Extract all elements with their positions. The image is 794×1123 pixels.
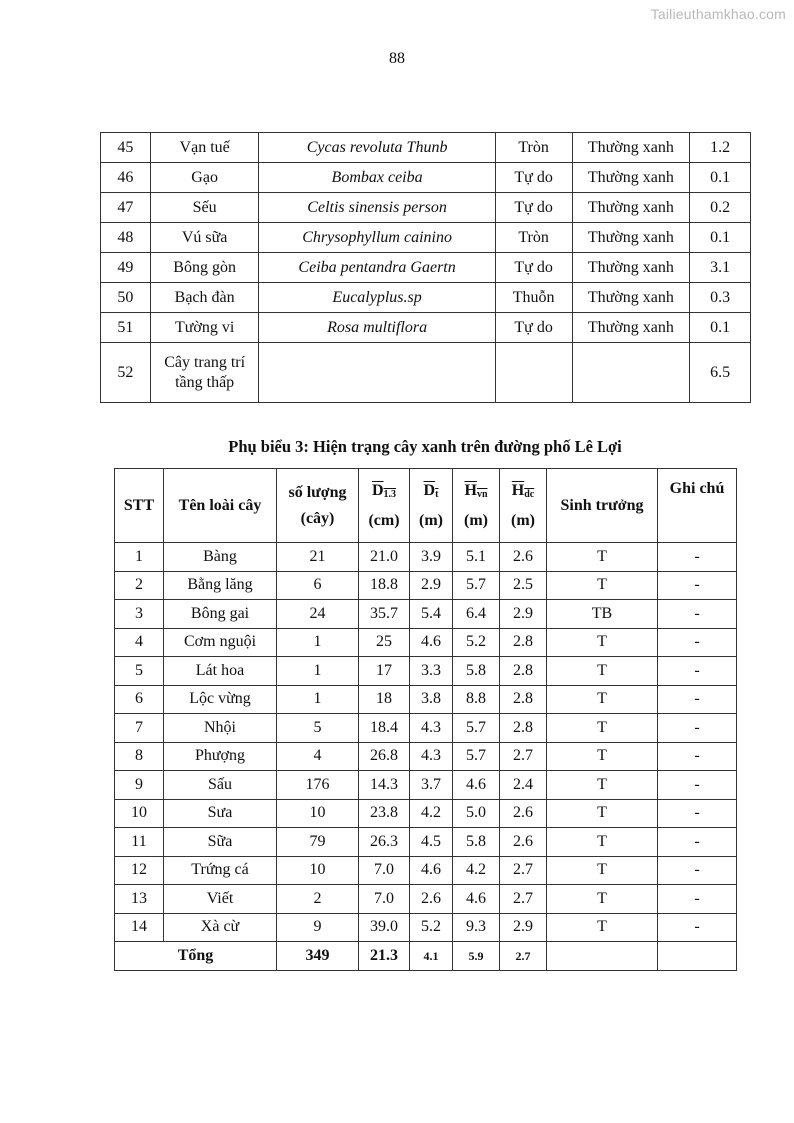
header-d13-sub: 1.3: [383, 488, 397, 500]
table-row: [115, 828, 737, 857]
header-dt-symbol: $D_t$: [423, 481, 439, 500]
total-hdc: 2.7: [500, 942, 547, 971]
table-row: [115, 885, 737, 914]
leaf-type: Thường xanh: [572, 313, 690, 343]
cell-note: -: [658, 657, 737, 686]
header-d13-symbol: $D_{1.3}$: [371, 481, 397, 500]
cell-note: -: [658, 885, 737, 914]
cell-qty: 4: [277, 742, 359, 771]
cell-hdc: 2.8: [500, 657, 547, 686]
leaf-type: Thường xanh: [572, 283, 690, 313]
total-growth: [547, 942, 658, 971]
value: 6.5: [690, 343, 751, 403]
table-caption: Phụ biểu 3: Hiện trạng cây xanh trên đường phố Lê Lợi: [228, 437, 622, 456]
header-dt: [410, 469, 453, 543]
value: 0.2: [690, 193, 751, 223]
cell-hdc: 2.7: [500, 856, 547, 885]
vietnamese-name-line2: tầng thấp: [175, 373, 235, 391]
cell-growth: T: [547, 571, 658, 600]
cell-hdc: 2.8: [500, 714, 547, 743]
scientific-name: Eucalyplus.sp: [259, 283, 495, 313]
cell-stt: 14: [115, 913, 164, 942]
cell-dt: 3.7: [410, 771, 453, 800]
crown-shape: Tự do: [495, 253, 572, 283]
cell-hvn: 5.7: [453, 571, 500, 600]
table-row: [101, 283, 751, 313]
cell-hdc: 2.7: [500, 742, 547, 771]
total-row: [115, 942, 737, 971]
cell-qty: 2: [277, 885, 359, 914]
value: 1.2: [690, 133, 751, 163]
header-dt-unit: (m): [419, 511, 443, 529]
cell-growth: T: [547, 771, 658, 800]
cell-stt: 13: [115, 885, 164, 914]
crown-shape: Tự do: [495, 193, 572, 223]
vietnamese-name: [150, 343, 259, 403]
cell-hvn: 5.7: [453, 714, 500, 743]
cell-hvn: 5.7: [453, 742, 500, 771]
scientific-name: [259, 343, 495, 403]
table-row: [115, 600, 737, 629]
cell-dt: 4.6: [410, 628, 453, 657]
cell-hdc: 2.8: [500, 685, 547, 714]
vietnamese-name: Sếu: [150, 193, 259, 223]
cell-name: Bông gai: [164, 600, 277, 629]
cell-stt: 7: [115, 714, 164, 743]
total-hvn: 5.9: [453, 942, 500, 971]
cell-hdc: 2.5: [500, 571, 547, 600]
crown-shape: Tròn: [495, 223, 572, 253]
cell-dt: 3.9: [410, 543, 453, 572]
header-hdc-sub: dc: [524, 488, 535, 500]
cell-note: -: [658, 913, 737, 942]
leaf-type: Thường xanh: [572, 223, 690, 253]
header-species-name: Tên loài cây: [164, 469, 277, 543]
table-row: [101, 313, 751, 343]
table-row: [115, 628, 737, 657]
table-row: [101, 253, 751, 283]
crown-shape: Tròn: [495, 133, 572, 163]
cell-d13: 35.7: [359, 600, 410, 629]
header-quantity-label: số lượng: [288, 483, 347, 501]
cell-name: Sữa: [164, 828, 277, 857]
cell-stt: 10: [115, 799, 164, 828]
header-note: Ghi chú: [658, 469, 737, 543]
table-row: [101, 133, 751, 163]
cell-qty: 1: [277, 628, 359, 657]
cell-dt: 3.3: [410, 657, 453, 686]
cell-stt: 2: [115, 571, 164, 600]
cell-stt: 1: [115, 543, 164, 572]
watermark: Tailieuthamkhao.com: [650, 6, 786, 22]
cell-hvn: 5.8: [453, 828, 500, 857]
header-stt: STT: [115, 469, 164, 543]
cell-note: -: [658, 771, 737, 800]
cell-hdc: 2.6: [500, 828, 547, 857]
value: 0.1: [690, 223, 751, 253]
cell-stt: 11: [115, 828, 164, 857]
cell-dt: 4.3: [410, 714, 453, 743]
le-loi-tree-table: [114, 468, 737, 971]
table-row: [115, 913, 737, 942]
cell-growth: T: [547, 742, 658, 771]
row-number: 51: [101, 313, 151, 343]
cell-stt: 8: [115, 742, 164, 771]
cell-d13: 14.3: [359, 771, 410, 800]
cell-qty: 10: [277, 856, 359, 885]
cell-note: -: [658, 856, 737, 885]
header-hdc: [500, 469, 547, 543]
cell-d13: 18: [359, 685, 410, 714]
cell-growth: T: [547, 714, 658, 743]
cell-d13: 18.8: [359, 571, 410, 600]
cell-stt: 6: [115, 685, 164, 714]
cell-d13: 7.0: [359, 885, 410, 914]
cell-growth: T: [547, 828, 658, 857]
table-row: [115, 657, 737, 686]
total-d13: 21.3: [359, 942, 410, 971]
cell-growth: T: [547, 657, 658, 686]
leaf-type: Thường xanh: [572, 133, 690, 163]
cell-growth: T: [547, 885, 658, 914]
row-number: 49: [101, 253, 151, 283]
scientific-name: Celtis sinensis person: [259, 193, 495, 223]
cell-dt: 2.9: [410, 571, 453, 600]
crown-shape: Thuỗn: [495, 283, 572, 313]
cell-qty: 79: [277, 828, 359, 857]
crown-shape: Tự do: [495, 313, 572, 343]
cell-d13: 21.0: [359, 543, 410, 572]
cell-growth: T: [547, 913, 658, 942]
header-d13: [359, 469, 410, 543]
header-quantity: [277, 469, 359, 543]
cell-stt: 5: [115, 657, 164, 686]
vietnamese-name-line1: Cây trang trí: [164, 353, 246, 371]
cell-dt: 5.4: [410, 600, 453, 629]
cell-hvn: 5.0: [453, 799, 500, 828]
total-label: Tổng: [115, 942, 277, 971]
cell-qty: 24: [277, 600, 359, 629]
cell-d13: 7.0: [359, 856, 410, 885]
vietnamese-name: Vạn tuế: [150, 133, 259, 163]
row-number: 50: [101, 283, 151, 313]
cell-hvn: 5.1: [453, 543, 500, 572]
vietnamese-name: Vú sữa: [150, 223, 259, 253]
cell-d13: 26.3: [359, 828, 410, 857]
total-qty: 349: [277, 942, 359, 971]
cell-d13: 17: [359, 657, 410, 686]
scientific-name: Bombax ceiba: [259, 163, 495, 193]
value: 0.1: [690, 313, 751, 343]
cell-qty: 1: [277, 685, 359, 714]
cell-hvn: 8.8: [453, 685, 500, 714]
cell-hdc: 2.8: [500, 628, 547, 657]
cell-note: -: [658, 828, 737, 857]
cell-stt: 9: [115, 771, 164, 800]
cell-hvn: 9.3: [453, 913, 500, 942]
cell-note: -: [658, 600, 737, 629]
row-number: 47: [101, 193, 151, 223]
cell-dt: 4.6: [410, 856, 453, 885]
scientific-name: Chrysophyllum cainino: [259, 223, 495, 253]
table-row: [115, 799, 737, 828]
header-hvn-sub: vn: [476, 488, 488, 500]
table-row: [101, 343, 751, 403]
cell-name: Trứng cá: [164, 856, 277, 885]
cell-growth: T: [547, 543, 658, 572]
cell-qty: 1: [277, 657, 359, 686]
row-number: 52: [101, 343, 151, 403]
cell-note: -: [658, 742, 737, 771]
scientific-name: Cycas revoluta Thunb: [259, 133, 495, 163]
row-number: 46: [101, 163, 151, 193]
table-row: [115, 714, 737, 743]
cell-hvn: 6.4: [453, 600, 500, 629]
cell-hdc: 2.6: [500, 799, 547, 828]
header-hdc-unit: (m): [511, 511, 535, 529]
cell-hvn: 5.8: [453, 657, 500, 686]
cell-growth: T: [547, 799, 658, 828]
cell-name: Cơm nguội: [164, 628, 277, 657]
cell-growth: T: [547, 856, 658, 885]
cell-name: Bằng lăng: [164, 571, 277, 600]
leaf-type: Thường xanh: [572, 163, 690, 193]
vietnamese-name: Tường vi: [150, 313, 259, 343]
total-note: [658, 942, 737, 971]
cell-note: -: [658, 543, 737, 572]
cell-qty: 9: [277, 913, 359, 942]
header-d13-unit: (cm): [368, 511, 400, 529]
table-row: [115, 771, 737, 800]
cell-hdc: 2.7: [500, 885, 547, 914]
cell-dt: 4.5: [410, 828, 453, 857]
header-dt-sub: t: [435, 488, 439, 500]
table-row: [101, 193, 751, 223]
cell-note: -: [658, 685, 737, 714]
header-hvn-unit: (m): [464, 511, 488, 529]
cell-note: -: [658, 714, 737, 743]
table-header-row: [115, 469, 737, 543]
page-number: 88: [389, 50, 405, 67]
cell-d13: 25: [359, 628, 410, 657]
header-quantity-unit: (cây): [300, 509, 335, 527]
cell-hvn: 5.2: [453, 628, 500, 657]
row-number: 48: [101, 223, 151, 253]
cell-name: Sưa: [164, 799, 277, 828]
cell-d13: 26.8: [359, 742, 410, 771]
header-hvn: [453, 469, 500, 543]
cell-d13: 39.0: [359, 913, 410, 942]
cell-stt: 12: [115, 856, 164, 885]
scientific-name: Rosa multiflora: [259, 313, 495, 343]
table-row: [101, 163, 751, 193]
table-row: [115, 685, 737, 714]
vietnamese-name: Bông gòn: [150, 253, 259, 283]
cell-d13: 18.4: [359, 714, 410, 743]
table-row: [101, 223, 751, 253]
cell-name: Lát hoa: [164, 657, 277, 686]
cell-hdc: 2.6: [500, 543, 547, 572]
cell-stt: 3: [115, 600, 164, 629]
crown-shape: Tự do: [495, 163, 572, 193]
cell-name: Lộc vừng: [164, 685, 277, 714]
cell-name: Nhội: [164, 714, 277, 743]
value: 0.3: [690, 283, 751, 313]
leaf-type: [572, 343, 690, 403]
table-row: [115, 571, 737, 600]
cell-name: Sấu: [164, 771, 277, 800]
cell-note: -: [658, 628, 737, 657]
cell-hdc: 2.9: [500, 913, 547, 942]
cell-qty: 5: [277, 714, 359, 743]
cell-d13: 23.8: [359, 799, 410, 828]
cell-dt: 2.6: [410, 885, 453, 914]
cell-qty: 21: [277, 543, 359, 572]
cell-dt: 3.8: [410, 685, 453, 714]
cell-name: Xà cừ: [164, 913, 277, 942]
cell-dt: 5.2: [410, 913, 453, 942]
leaf-type: Thường xanh: [572, 193, 690, 223]
cell-qty: 176: [277, 771, 359, 800]
row-number: 45: [101, 133, 151, 163]
total-dt: 4.1: [410, 942, 453, 971]
header-growth: Sinh trưởng: [547, 469, 658, 543]
cell-hdc: 2.4: [500, 771, 547, 800]
cell-hvn: 4.2: [453, 856, 500, 885]
cell-hvn: 4.6: [453, 885, 500, 914]
value: 3.1: [690, 253, 751, 283]
cell-growth: T: [547, 685, 658, 714]
table-row: [115, 543, 737, 572]
cell-qty: 10: [277, 799, 359, 828]
header-hdc-symbol: $H_{dc}$: [511, 481, 535, 500]
cell-name: Phượng: [164, 742, 277, 771]
cell-qty: 6: [277, 571, 359, 600]
cell-note: -: [658, 571, 737, 600]
vietnamese-name: Bạch đàn: [150, 283, 259, 313]
table-row: [115, 742, 737, 771]
cell-growth: TB: [547, 600, 658, 629]
value: 0.1: [690, 163, 751, 193]
vietnamese-name: Gạo: [150, 163, 259, 193]
cell-hvn: 4.6: [453, 771, 500, 800]
table-row: [115, 856, 737, 885]
cell-dt: 4.2: [410, 799, 453, 828]
cell-growth: T: [547, 628, 658, 657]
leaf-type: Thường xanh: [572, 253, 690, 283]
cell-name: Viết: [164, 885, 277, 914]
species-table-continued: [100, 132, 751, 403]
header-hvn-symbol: $H_{vn}$: [464, 481, 488, 500]
cell-dt: 4.3: [410, 742, 453, 771]
cell-hdc: 2.9: [500, 600, 547, 629]
cell-note: -: [658, 799, 737, 828]
cell-name: Bàng: [164, 543, 277, 572]
cell-stt: 4: [115, 628, 164, 657]
crown-shape: [495, 343, 572, 403]
scientific-name: Ceiba pentandra Gaertn: [259, 253, 495, 283]
